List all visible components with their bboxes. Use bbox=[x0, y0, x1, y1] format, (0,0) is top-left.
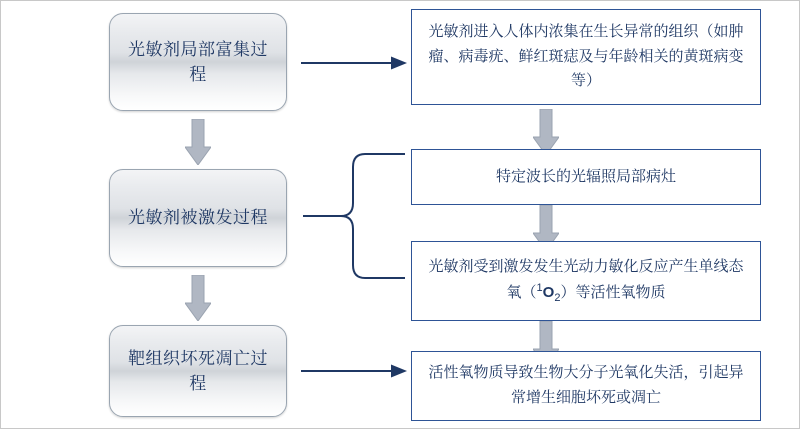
arrow-step1-to-detail1 bbox=[301, 54, 407, 72]
process-step-1[interactable] bbox=[109, 13, 287, 111]
detail-box-2[interactable] bbox=[411, 149, 761, 205]
process-step-2[interactable] bbox=[109, 169, 287, 267]
process-step-2-label: 光敏剂被激发过程 bbox=[128, 208, 268, 228]
detail-box-3-text bbox=[424, 255, 748, 308]
detail-box-3[interactable] bbox=[411, 241, 761, 321]
detail-box-3-base: O bbox=[542, 284, 555, 302]
arrow-step2-to-step3 bbox=[185, 275, 211, 321]
process-step-1-label: 光敏剂局部富集过程 bbox=[128, 39, 268, 84]
brace-step2-to-details bbox=[297, 151, 409, 281]
detail-box-3-text-before: 光敏剂受到激发发生光动力敏化反应产生单线态氧（ bbox=[428, 257, 744, 302]
process-step-3-label: 靶组织坏死凋亡过程 bbox=[128, 348, 268, 393]
detail-box-1[interactable] bbox=[411, 9, 761, 105]
detail-box-1-text: 光敏剂进入人体内浓集在生长异常的组织（如肿瘤、病毒疣、鲜红斑痣及与年龄相关的黄斑病变等） bbox=[428, 22, 744, 90]
detail-box-3-superscript: 1 bbox=[536, 282, 543, 295]
detail-box-3-text-after: ）等活性氧物质 bbox=[560, 284, 666, 302]
arrow-step3-to-detail4 bbox=[301, 362, 407, 380]
detail-box-4[interactable] bbox=[411, 351, 761, 421]
detail-box-3-subscript: 2 bbox=[554, 292, 561, 305]
detail-box-4-text: 活性氧物质导致生物大分子光氧化失活，引起异常增生细胞坏死或凋亡 bbox=[428, 364, 744, 406]
process-step-3[interactable] bbox=[109, 325, 287, 417]
detail-box-2-text: 特定波长的光辐照局部病灶 bbox=[495, 167, 676, 185]
arrow-step1-to-step2 bbox=[185, 119, 211, 165]
